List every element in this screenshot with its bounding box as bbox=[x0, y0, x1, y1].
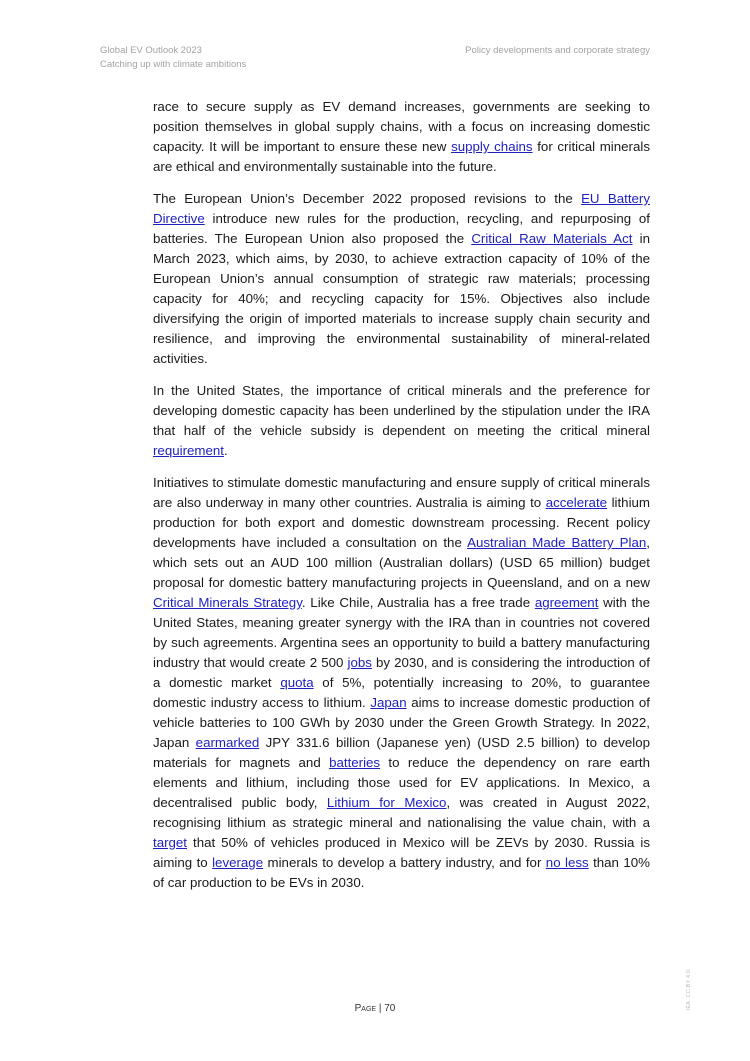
text-run: race to secure supply as EV demand increases, governments are seeking to position themselves in global supply chains, with a focus on increasing domestic capacity. It will be important to ensure these new bbox=[153, 99, 650, 154]
paragraph bbox=[153, 473, 650, 893]
page-separator: | bbox=[376, 1003, 385, 1014]
text-run: by 2030, and is considering the introduction of a domestic market bbox=[153, 655, 651, 690]
text-run: lithium production for both export and domestic downstream processing. Recent policy developments have included a consultation on the bbox=[153, 495, 650, 550]
text-run: to reduce the dependency on rare earth elements and lithium, including those used for EV applications. In Mexico, a decentralised public body, bbox=[153, 755, 651, 810]
text-run: of 5%, potentially increasing to 20%, to guarantee domestic industry access to lithium. bbox=[153, 675, 651, 710]
inline-link[interactable]: jobs bbox=[347, 655, 372, 670]
text-run: , which sets out an AUD 100 million (Australian dollars) (USD 65 million) budget proposal for domestic battery manufacturing projects in Queensland, and on a new bbox=[153, 535, 650, 590]
text-run: , was created in August 2022, recognising lithium as strategic mineral and nationalising the value chain, with a bbox=[153, 795, 650, 830]
text-run: The European Union’s December 2022 proposed revisions to the bbox=[153, 191, 582, 206]
report-subtitle: Catching up with climate ambitions bbox=[100, 59, 247, 70]
inline-link[interactable]: leverage bbox=[212, 855, 264, 870]
text-run: Initiatives to stimulate domestic manufacturing and ensure supply of critical minerals are also underway in many other countries. Australia is aiming to bbox=[153, 475, 650, 510]
inline-link[interactable]: batteries bbox=[329, 755, 381, 770]
text-run: . Like Chile, Australia has a free trade bbox=[301, 595, 535, 610]
paragraph bbox=[153, 97, 650, 177]
inline-link[interactable]: Critical Raw Materials Act bbox=[471, 231, 633, 246]
text-run: introduce new rules for the production, recycling, and repurposing of batteries. The European Union also proposed the bbox=[153, 211, 650, 246]
text-run: minerals to develop a battery industry, and for bbox=[263, 855, 546, 870]
license-watermark: IEA. CC BY 4.0. bbox=[686, 968, 692, 1011]
inline-link[interactable]: EU Battery Directive bbox=[153, 191, 650, 226]
text-run: that 50% of vehicles produced in Mexico will be ZEVs by 2030. Russia is aiming to bbox=[153, 835, 650, 870]
paragraph bbox=[153, 381, 650, 461]
running-header-right: Policy developments and corporate strategy bbox=[465, 45, 650, 56]
inline-link[interactable]: no less bbox=[545, 855, 589, 870]
text-run: in March 2023, which aims, by 2030, to achieve extraction capacity of 10% of the European Union’s annual consumption of strategic raw materials; processing capacity for 40%; and recycling capacity for 15%. Objectives also include diversifying the origin of imported materials to increase supply chain security and resilience, and improving the environmental sustainability of mineral-related activities. bbox=[153, 231, 651, 366]
text-run: JPY 331.6 billion (Japanese yen) (USD 2.5 billion) to develop materials for magnets and bbox=[153, 735, 650, 770]
text-run: with the United States, meaning greater synergy with the IRA than in countries not covered by such agreements. Argentina sees an opportunity to build a battery manufacturing industry that would create 2 500 bbox=[153, 595, 650, 670]
inline-link[interactable]: target bbox=[153, 835, 188, 850]
page-footer bbox=[0, 1003, 750, 1014]
page-label: Page bbox=[354, 1003, 377, 1014]
report-title: Global EV Outlook 2023 bbox=[100, 45, 202, 56]
text-run: In the United States, the importance of critical minerals and the preference for developing domestic capacity has been underlined by the stipulation under the IRA that half of the vehicle subsidy is dependent on meeting the critical mineral bbox=[153, 383, 650, 438]
inline-link[interactable]: Japan bbox=[370, 695, 407, 710]
text-run: aims to increase domestic production of vehicle batteries to 100 GWh by 2030 under the Green Growth Strategy. In 2022, Japan bbox=[153, 695, 651, 750]
inline-link[interactable]: accelerate bbox=[545, 495, 608, 510]
inline-link[interactable]: Lithium for Mexico bbox=[326, 795, 447, 810]
running-header-left bbox=[100, 44, 246, 72]
paragraph bbox=[153, 189, 650, 369]
inline-link[interactable]: supply chains bbox=[451, 139, 533, 154]
inline-link[interactable]: Australian Made Battery Plan bbox=[467, 535, 647, 550]
text-run: . bbox=[223, 443, 228, 458]
inline-link[interactable]: quota bbox=[280, 675, 314, 690]
text-run: for critical minerals are ethical and environmentally sustainable into the future. bbox=[153, 139, 650, 174]
inline-link[interactable]: agreement bbox=[534, 595, 599, 610]
inline-link[interactable]: requirement bbox=[153, 443, 224, 458]
text-run: than 10% of car production to be EVs in 2030. bbox=[153, 855, 650, 890]
inline-link[interactable]: Critical Minerals Strategy bbox=[153, 595, 302, 610]
page-number: 70 bbox=[384, 1003, 396, 1014]
body-text bbox=[153, 97, 650, 905]
inline-link[interactable]: earmarked bbox=[195, 735, 260, 750]
